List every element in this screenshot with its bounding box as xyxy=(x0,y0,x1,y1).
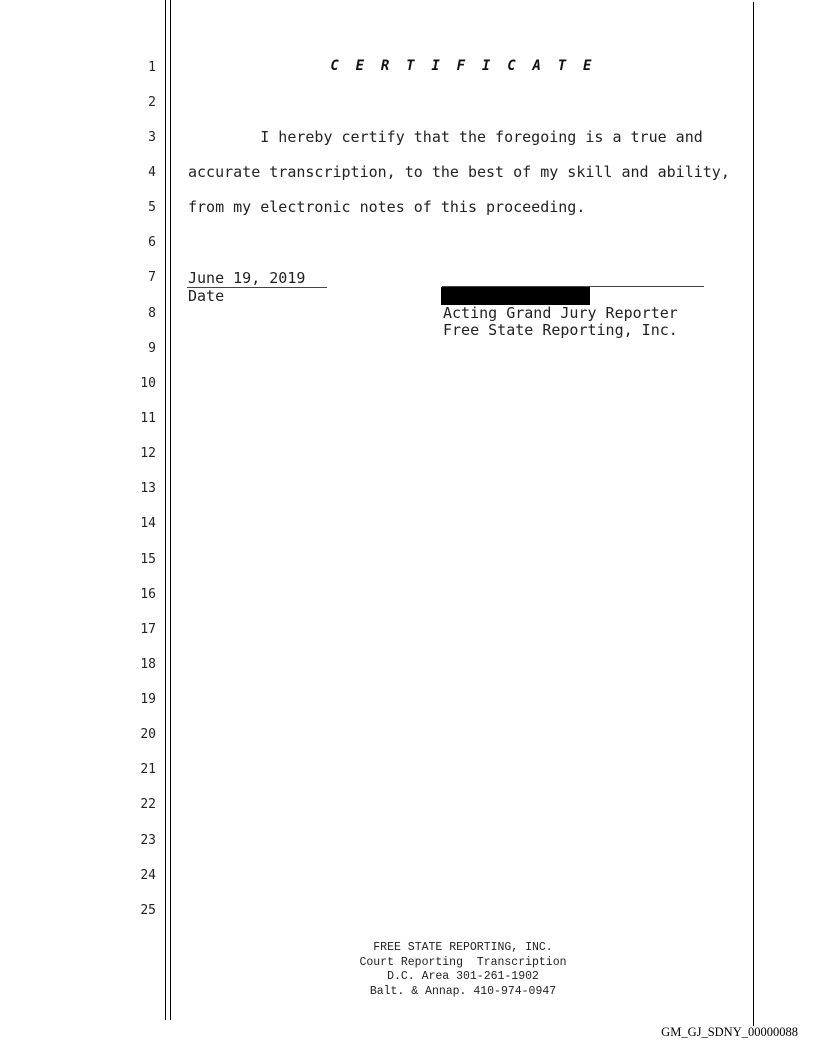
line-number: 7 xyxy=(148,270,156,285)
line-number: 4 xyxy=(148,165,156,180)
reporter-company: Free State Reporting, Inc. xyxy=(443,321,678,339)
date-label: Date xyxy=(188,287,225,305)
line-number: 15 xyxy=(140,552,156,567)
line-number: 3 xyxy=(148,130,156,145)
line-number: 11 xyxy=(140,411,156,426)
line-number: 16 xyxy=(140,587,156,602)
line-number: 17 xyxy=(140,622,156,637)
footer-company: FREE STATE REPORTING, INC. xyxy=(373,941,553,954)
footer-phone-balt: Balt. & Annap. 410-974-0947 xyxy=(369,984,557,998)
page-footer xyxy=(300,941,626,999)
line-number: 22 xyxy=(140,797,156,812)
bates-number: GM_GJ_SDNY_00000088 xyxy=(661,1025,798,1039)
line-number: 1 xyxy=(148,60,156,75)
line-number: 2 xyxy=(148,95,156,110)
right-margin-rule xyxy=(753,2,754,1026)
date-value: June 19, 2019 xyxy=(188,269,306,287)
line-number: 25 xyxy=(140,903,156,918)
certification-text-line: accurate transcription, to the best of my skill and ability, xyxy=(188,163,730,181)
reporter-title: Acting Grand Jury Reporter xyxy=(443,304,678,322)
line-number: 20 xyxy=(140,727,156,742)
certification-text-line: from my electronic notes of this proceeding. xyxy=(188,198,586,216)
footer-phone-dc: D.C. Area 301-261-1902 xyxy=(387,970,539,983)
line-number: 18 xyxy=(140,657,156,672)
footer-service: Court Reporting Transcription xyxy=(359,955,567,969)
line-number: 23 xyxy=(140,833,156,848)
redacted-name-block xyxy=(441,287,590,305)
line-number: 10 xyxy=(140,376,156,391)
certificate-title: C E R T I F I C A T E xyxy=(330,58,596,74)
line-number: 12 xyxy=(140,446,156,461)
line-number: 19 xyxy=(140,692,156,707)
line-number: 24 xyxy=(140,868,156,883)
line-number: 21 xyxy=(140,762,156,777)
left-margin-rule xyxy=(165,0,166,1020)
line-number: 5 xyxy=(148,200,156,215)
certification-text-line: I hereby certify that the foregoing is a true and xyxy=(188,128,703,146)
line-number: 9 xyxy=(148,341,156,356)
line-number: 6 xyxy=(148,235,156,250)
line-number: 13 xyxy=(140,481,156,496)
line-number: 8 xyxy=(148,306,156,321)
line-number: 14 xyxy=(140,516,156,531)
left-margin-rule-inner xyxy=(170,0,171,1020)
